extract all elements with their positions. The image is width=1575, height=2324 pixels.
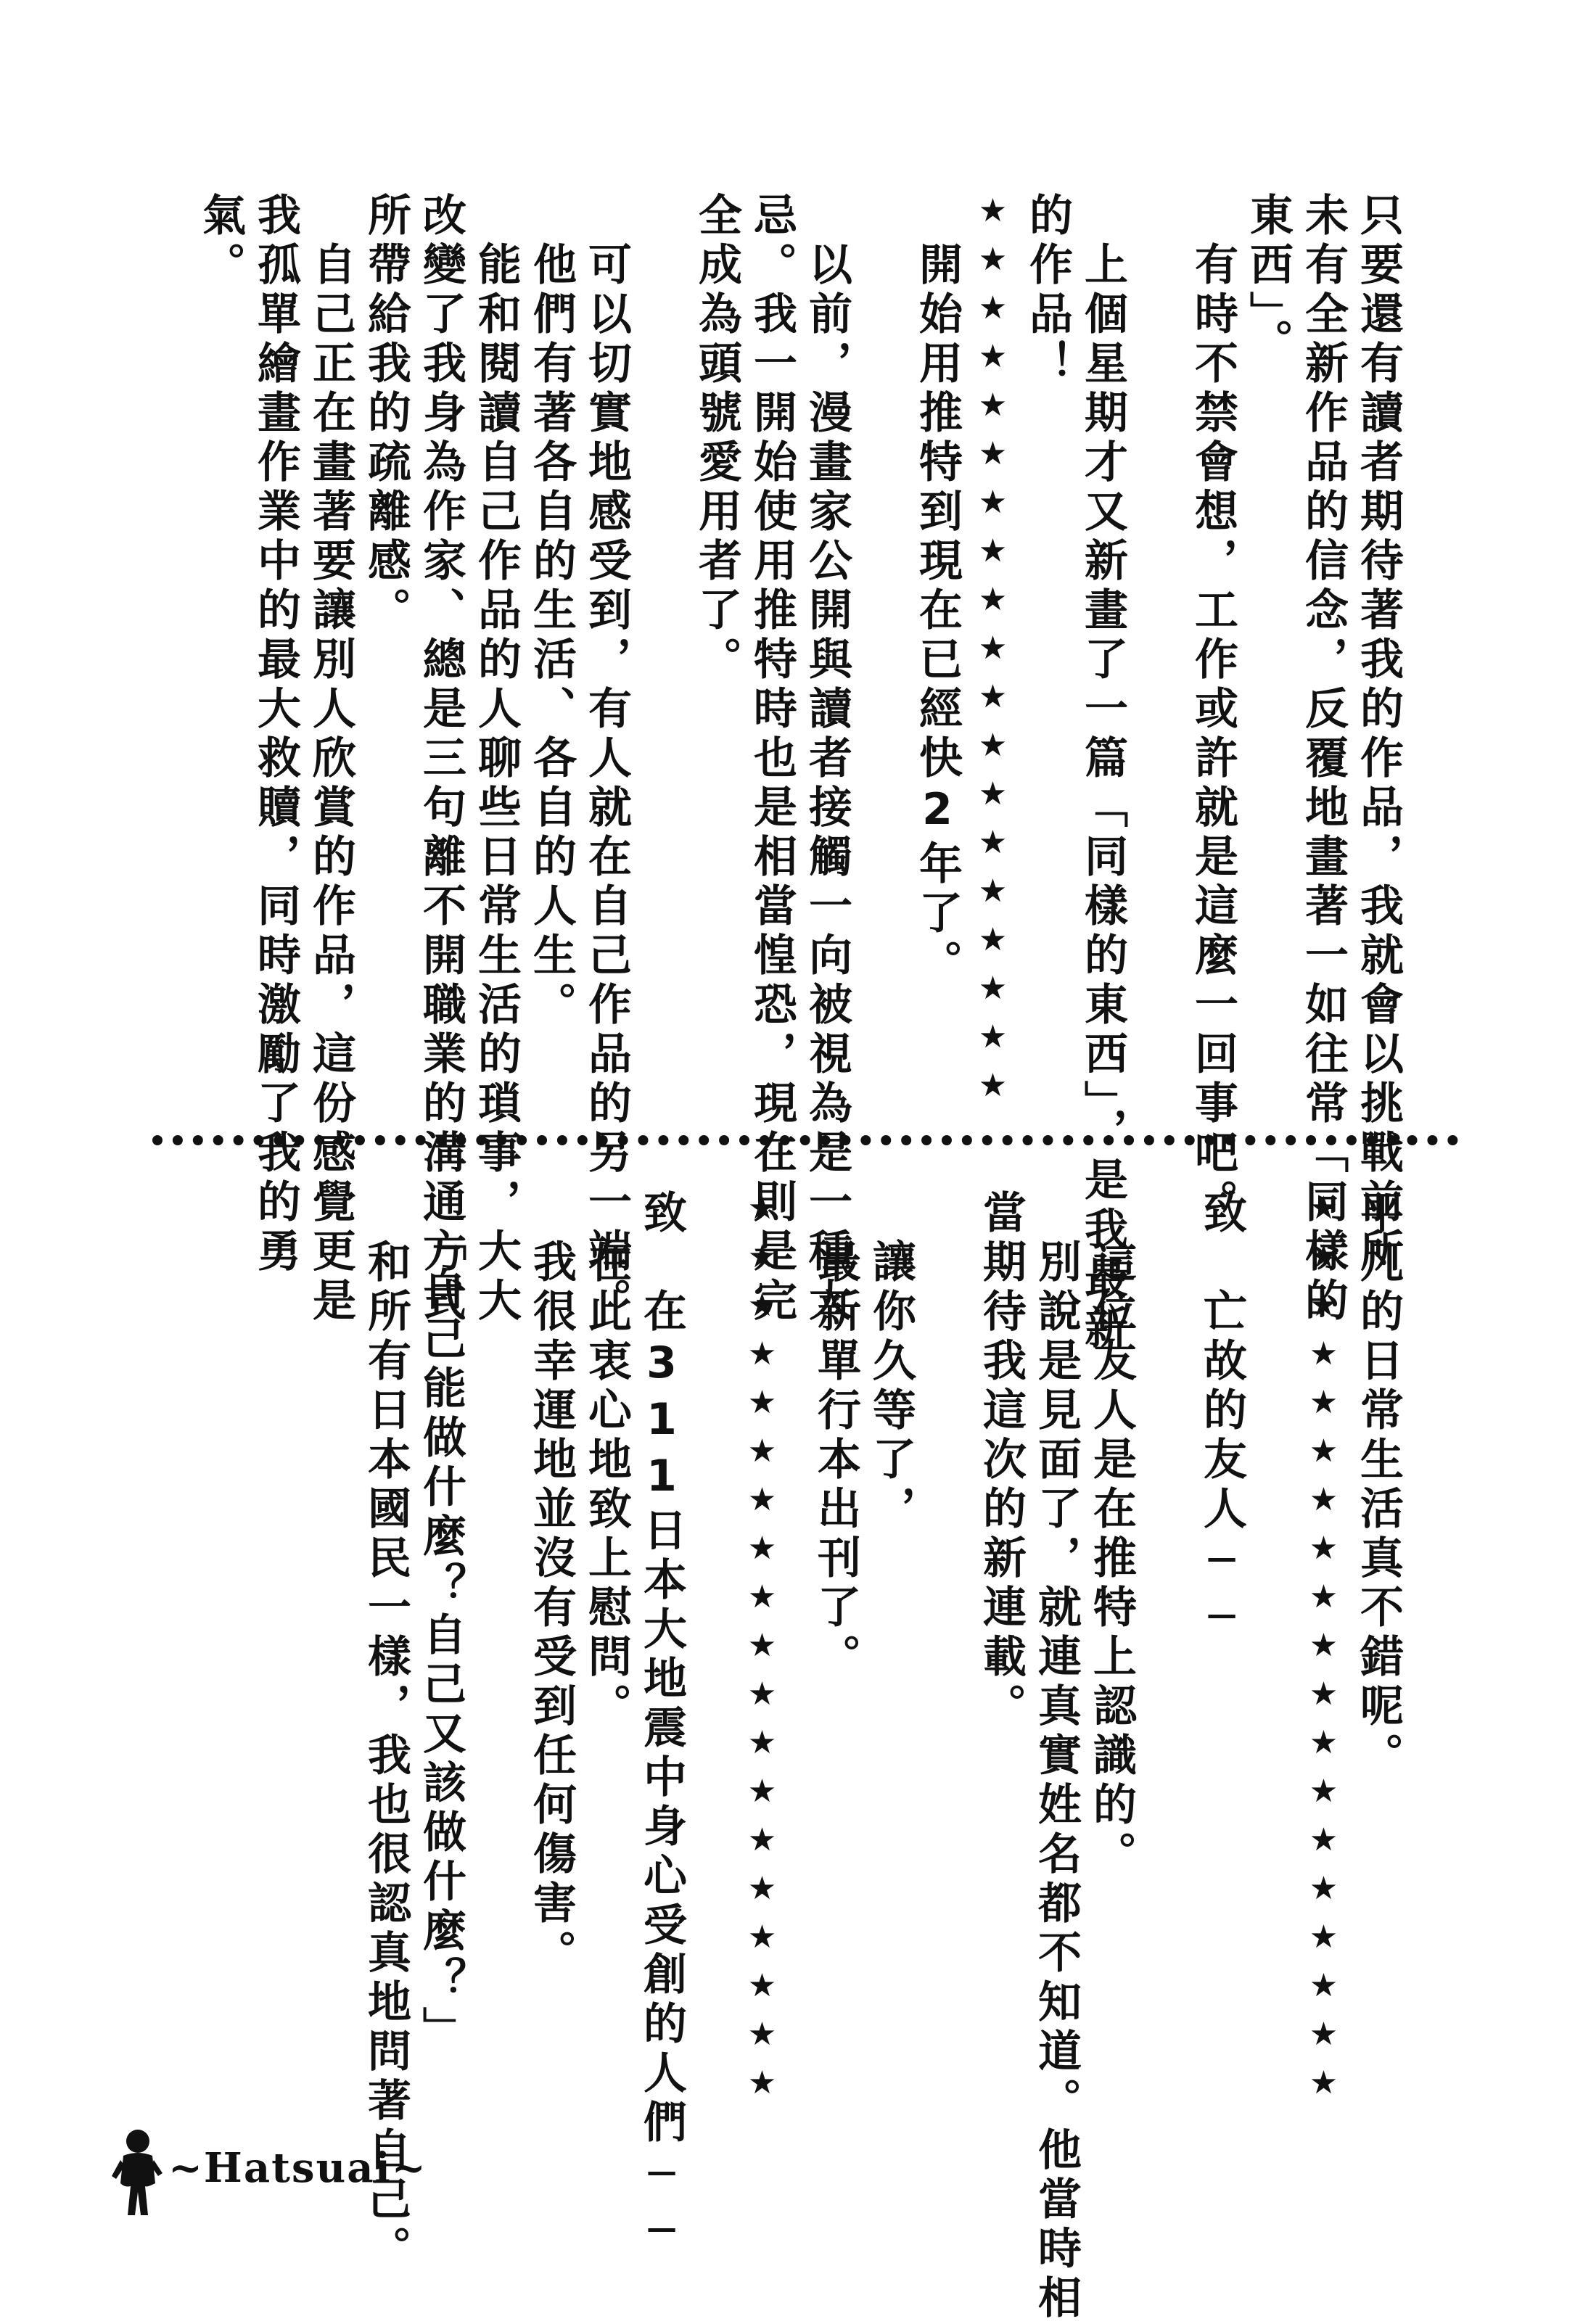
top-text-col-3: 東西」。 [1243,192,1294,368]
hatsuai-logo [109,2125,427,2220]
bottom-text-col-5: 致 亡故的友人── [1196,1190,1247,1648]
bottom-text-col-11: 讓你久等了， [865,1190,916,1535]
silhouette-figure-icon [109,2125,167,2220]
top-text-col-13: 以前，漫畫家公開與讀者接觸一向被視為是一種大 [802,192,852,1327]
top-text-col-20: 改變了我身為作家、總是三句離不開職業的溝通方式 [416,192,466,1327]
top-text-col-17: 可以切實地感受到，有人就在自己作品的另一端。 [581,192,632,1327]
bottom-star-divider-2: ★★★★★★★★★★★★★★★★★★★ [744,1190,781,2113]
bottom-text-col-16: 致 在311日本大地震中身心受創的人們── [636,1190,687,2262]
bottom-star-divider-1: ★★★★★★★★★★★★★★★★★★★ [1305,1190,1342,2113]
bottom-text-col-20: 「自己能做什麼？自己又該做什麼？」 [416,1190,466,2056]
bottom-text-col-17: 在此衷心地致上慰問。 [581,1190,632,1732]
top-text-col-1: 只要還有讀者期待著我的作品，我就會以挑戰前所 [1353,192,1404,1277]
top-text-col-19: 能和閱讀自己作品的人聊些日常生活的瑣事，大大 [471,192,522,1327]
top-text-col-22: 自己正在畫著要讓別人欣賞的作品，這份感覺更是 [305,192,356,1327]
bottom-text-col-9: 當期待我這次的新連載。 [976,1190,1027,1732]
top-text-col-15: 全成為頭號愛用者了。 [691,192,742,685]
section-divider [152,1135,1458,1145]
bottom-text-col-1: 平凡的日常生活真不錯呢。 [1353,1190,1404,1781]
top-text-col-24: 氣。 [195,192,246,291]
top-text-col-18: 他們有著各自的生活、各自的人生。 [526,192,577,1031]
top-text-col-21: 所帶給我的疏離感。 [361,192,411,636]
top-text-col-6: 上個星期才又新畫了一篇「同樣的東西」，是我最新 [1077,192,1128,1354]
bottom-text-col-18: 我很幸運地並沒有受到任何傷害。 [526,1190,577,1979]
top-text-col-2: 未有全新作品的信念，反覆地畫著一如往常「同樣的 [1298,192,1349,1327]
bottom-text-col-7: 這位友人是在推特上認識的。 [1086,1190,1137,1880]
top-text-col-23: 我孤單繪畫作業中的最大救贖，同時激勵了我的勇 [250,192,301,1277]
bottom-text-col-12: 最新單行本出刊了。 [810,1190,861,1683]
bottom-text-col-8: 別說是見面了，就連真實姓名都不知道。他當時相 [1031,1190,1082,2324]
top-text-col-11: 開始用推特到現在已經快2年了。 [912,192,963,989]
logo-text: ~Hatsuai~ [168,2144,427,2192]
top-text-col-14: 忌。我一開始使用推特時也是相當惶恐，現在則是完 [747,192,797,1327]
bottom-text-col-21: 和所有日本國民一樣，我也很認真地問著自己。 [361,1190,411,2275]
top-text-col-4: 有時不禁會想，工作或許就是這麼一回事吧。 [1188,192,1238,1228]
top-star-divider: ★★★★★★★★★★★★★★★★★★★ [974,192,1011,1116]
top-text-col-7: 的作品！ [1022,192,1073,390]
